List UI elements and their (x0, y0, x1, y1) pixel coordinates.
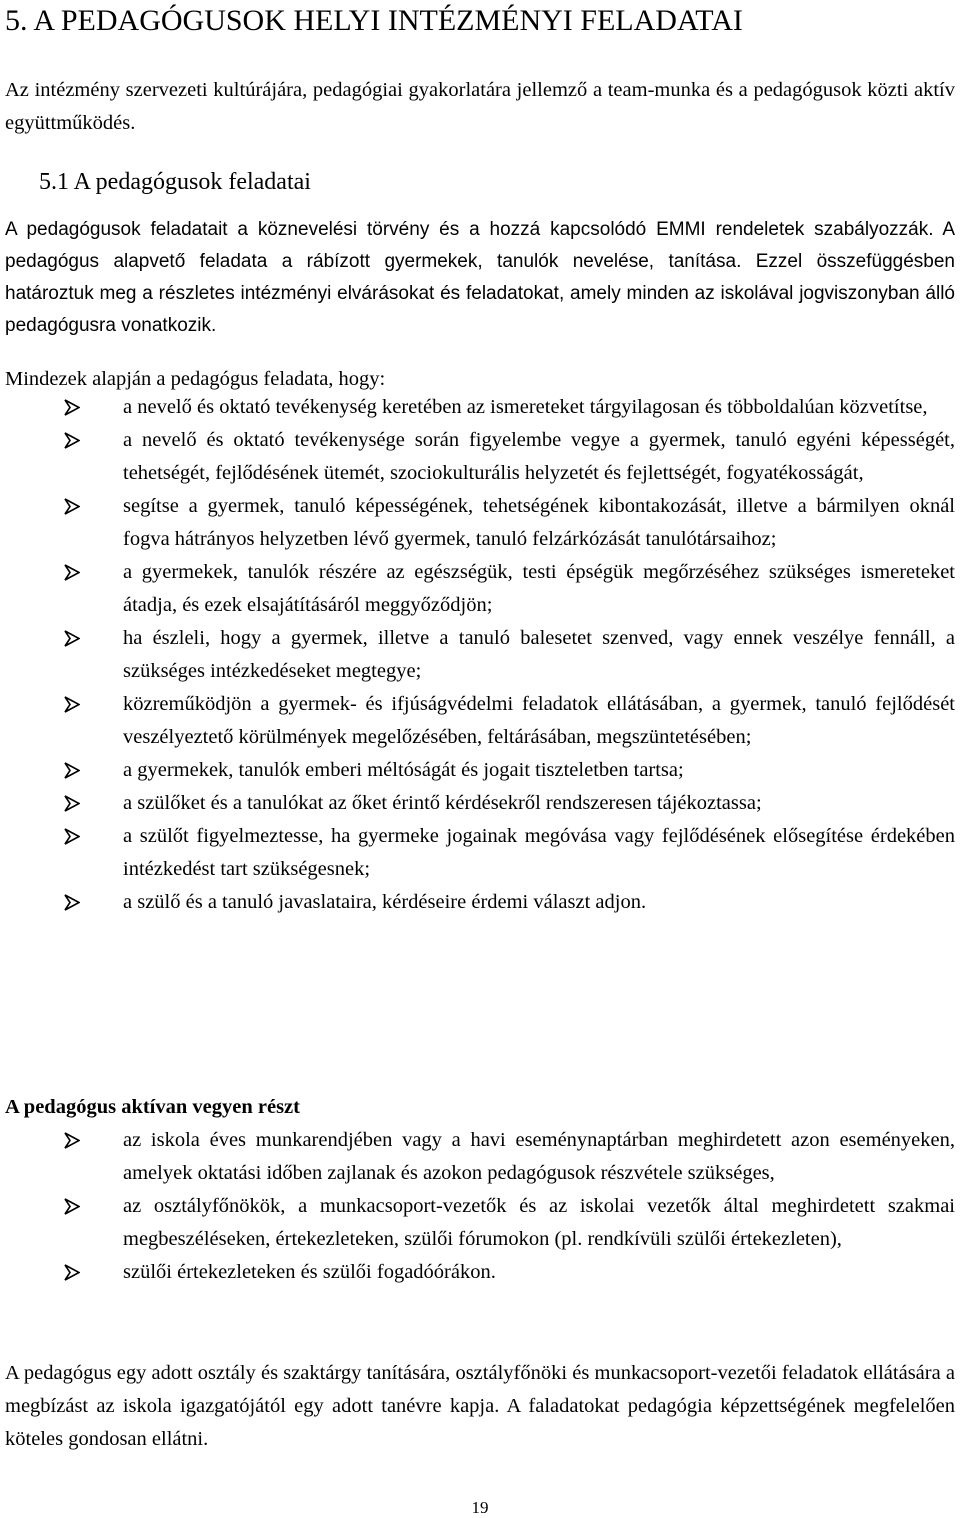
list-item (0, 1256, 960, 1289)
arrowhead-bullet-icon (64, 630, 80, 647)
list-item (0, 490, 960, 556)
list-item (0, 424, 960, 490)
participation-lead: A pedagógus aktívan vegyen részt (5, 1096, 300, 1118)
list-item (0, 754, 960, 787)
arrowhead-bullet-icon (64, 696, 80, 713)
list-item (0, 787, 960, 820)
arrowhead-bullet-icon (64, 762, 80, 779)
list-item (0, 886, 960, 919)
list-item (0, 391, 960, 424)
list-item (0, 820, 960, 886)
duties-lead: Mindezek alapján a pedagógus feladata, hogy: (5, 368, 386, 390)
arrowhead-bullet-icon (64, 828, 80, 845)
list-item (0, 1190, 960, 1256)
list-item-text: a gyermekek, tanulók részére az egészségük, testi épségük megőrzéséhez szükséges ismereteket átadja, és ezek elsajátításáról meggyőződjön; (123, 561, 955, 616)
duties-list (0, 391, 960, 919)
arrowhead-bullet-icon (64, 498, 80, 515)
list-item-text: a szülő és a tanuló javaslataira, kérdéseire érdemi választ adjon. (123, 891, 647, 913)
list-item-text: szülői értekezleteken és szülői fogadóórákon. (123, 1261, 496, 1283)
list-item-text: az iskola éves munkarendjében vagy a havi eseménynaptárban meghirdetett azon eseményeken, amelyek oktatási időben zajlanak és azokon pedagógusok részvétele szükséges, (123, 1129, 955, 1184)
list-item-text: a szülőt figyelmeztesse, ha gyermeke jogainak megóvása vagy fejlődésének elősegítése érdekében intézkedést tart szükségesnek; (123, 825, 955, 880)
list-item (0, 556, 960, 622)
section-paragraph: A pedagógusok feladatait a köznevelési törvény és a hozzá kapcsolódó EMMI rendeletek szabályozzák. A pedagógus alapvető feladata a rábízott gyermekek, tanulók nevelése, tanítása. Ezzel összefüggésben határoztuk meg a részletes intézményi elvárásokat és feladatokat, amely minden az iskolával jogviszonyban álló pedagógusra vonatkozik. (5, 219, 955, 336)
arrowhead-bullet-icon (64, 399, 80, 416)
participation-list (0, 1124, 960, 1289)
list-item (0, 1124, 960, 1190)
list-item-text: közreműködjön a gyermek- és ifjúságvédelmi feladatok ellátásában, a gyermek, tanuló fejlődését veszélyeztető körülmények megelőzésében, feltárásában, megszüntetésében; (123, 693, 955, 748)
section-heading: 5.1 A pedagógusok feladatai (39, 169, 311, 195)
list-item-text: ha észleli, hogy a gyermek, illetve a tanuló balesetet szenved, vagy ennek veszélye fennáll, a szükséges intézkedéseket megtegye; (123, 627, 955, 682)
list-item-text: a nevelő és oktató tevékenysége során figyelembe vegye a gyermek, tanuló egyéni képességét, tehetségét, fejlődésének ütemét, szociokulturális helyzetét és fejlettségét, fogyatékosságát, (123, 429, 955, 484)
list-item-text: az osztályfőnökök, a munkacsoport-vezetők és az iskolai vezetők által meghirdetett szakmai megbeszéléseken, értekezleteken, szülői fórumokon (pl. rendkívüli szülői értekezleten), (123, 1195, 955, 1250)
arrowhead-bullet-icon (64, 1264, 80, 1281)
list-item-text: segítse a gyermek, tanuló képességének, tehetségének kibontakozását, illetve a bármilyen oknál fogva hátrányos helyzetben lévő gyermek, tanuló felzárkózását tanulótársaihoz; (123, 495, 955, 550)
arrowhead-bullet-icon (64, 795, 80, 812)
arrowhead-bullet-icon (64, 432, 80, 449)
arrowhead-bullet-icon (64, 1198, 80, 1215)
intro-paragraph: Az intézmény szervezeti kultúrájára, pedagógiai gyakorlatára jellemző a team-munka és a pedagógusok közti aktív együttműködés. (5, 79, 955, 134)
arrowhead-bullet-icon (64, 894, 80, 911)
list-item-text: a gyermekek, tanulók emberi méltóságát és jogait tiszteletben tartsa; (123, 759, 684, 781)
chapter-heading: 5. A PEDAGÓGUSOK HELYI INTÉZMÉNYI FELADATAI (5, 4, 743, 37)
arrowhead-bullet-icon (64, 564, 80, 581)
list-item (0, 688, 960, 754)
closing-paragraph: A pedagógus egy adott osztály és szaktárgy tanítására, osztályfőnöki és munkacsoport-vezetői feladatok ellátására a megbízást az iskola igazgatójától egy adott tanévre kapja. A faladatokat pedagógia képzettségének megfelelően köteles gondosan ellátni. (5, 1362, 955, 1450)
arrowhead-bullet-icon (64, 1132, 80, 1149)
list-item-text: a nevelő és oktató tevékenység keretében az ismereteket tárgyilagosan és többoldalúan közvetítse, (123, 396, 928, 418)
list-item-text: a szülőket és a tanulókat az őket érintő kérdésekről rendszeresen tájékoztassa; (123, 792, 762, 814)
page-number: 19 (471, 1498, 489, 1517)
list-item (0, 622, 960, 688)
